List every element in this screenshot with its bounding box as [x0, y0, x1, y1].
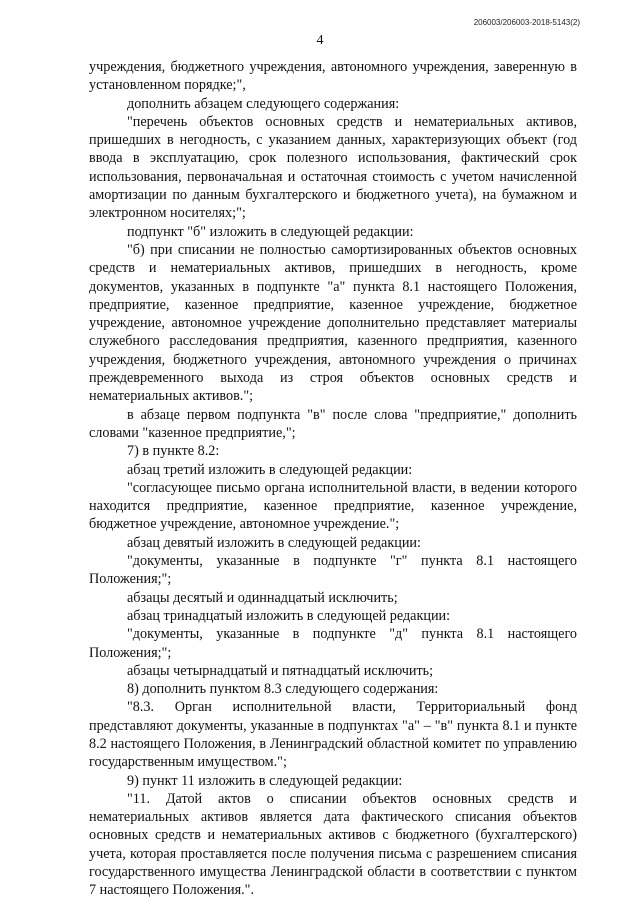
paragraph: учреждения, бюджетного учреждения, автономного учреждения, заверенную в установленном порядке;",: [89, 59, 577, 94]
paragraph: "8.3. Орган исполнительной власти, Территориальный фонд представляют документы, указанные в подпунктах "а" – "в" пункта 8.1 и пункте 8.2 настоящего Положения, в Ленинградский областной комитет по управлению государственным имуществом.";: [89, 699, 577, 771]
paragraph: подпункт "б" изложить в следующей редакции:: [127, 223, 414, 240]
paragraph: "перечень объектов основных средств и нематериальных активов, пришедших в негодность, с указанием данных, характеризующих объект (год ввода в эксплуатацию, срок полезного использования, фактический срок использования, первоначальная и остаточная стоимость с учетом начисленной амортизации по данным бухгалтерского и бюджетного учета), на бумажном и электронном носителях;";: [89, 113, 577, 222]
paragraph: дополнить абзацем следующего содержания:: [127, 95, 400, 112]
paragraph: абзац тринадцатый изложить в следующей редакции:: [127, 607, 451, 624]
paragraph: абзацы десятый и одиннадцатый исключить;: [127, 589, 398, 606]
paragraph: абзацы четырнадцатый и пятнадцатый исключить;: [127, 662, 434, 679]
paragraph: в абзаце первом подпункта "в" после слова "предприятие," дополнить словами "казенное предприятие,";: [89, 406, 577, 441]
paragraph: "документы, указанные в подпункте "д" пункта 8.1 настоящего Положения;";: [89, 626, 577, 661]
paragraph: "11. Датой актов о списании объектов основных средств и нематериальных активов является дата фактического списания объектов основных средств и нематериальных активов с бюджетного (бухгалтерского) учета, которая проставляется после получения письма с разрешением списания государственного имущества Ленинградской области в соответствии с пунктом 7 настоящего Положения.".: [89, 790, 577, 899]
page-number: 4: [316, 33, 324, 48]
paragraph: "согласующее письмо органа исполнительной власти, в ведении которого находится предприятие, казенное предприятие, казенное учреждение, бюджетное учреждение, автономное учреждение.";: [89, 479, 577, 533]
paragraph: "документы, указанные в подпункте "г" пункта 8.1 настоящего Положения;";: [89, 553, 577, 588]
document-body: [89, 58, 577, 900]
document-code: 206003/206003-2018-5143(2): [473, 18, 580, 27]
paragraph: 7) в пункте 8.2:: [127, 443, 220, 460]
paragraph: абзац третий изложить в следующей редакции:: [127, 461, 413, 478]
paragraph: 8) дополнить пунктом 8.3 следующего содержания:: [127, 681, 439, 698]
paragraph: абзац девятый изложить в следующей редакции:: [127, 534, 421, 551]
paragraph: "б) при списании не полностью самортизированных объектов основных средств и нематериальных активов, пришедших в негодность, кроме документов, указанных в подпункте "а" пункта 8.1 настоящего Положения, предприятие, казенное предприятие, казенное учреждение, бюджетное учреждение, автономное учреждение дополнительно представляет материалы служебного расследования предприятия, казенного предприятия, казенного учреждения, бюджетного учреждения, автономного учреждения о причинах преждевременного выхода из строя объектов основных средств и нематериальных активов.";: [89, 241, 577, 405]
paragraph: 9) пункт 11 изложить в следующей редакции:: [127, 772, 403, 789]
